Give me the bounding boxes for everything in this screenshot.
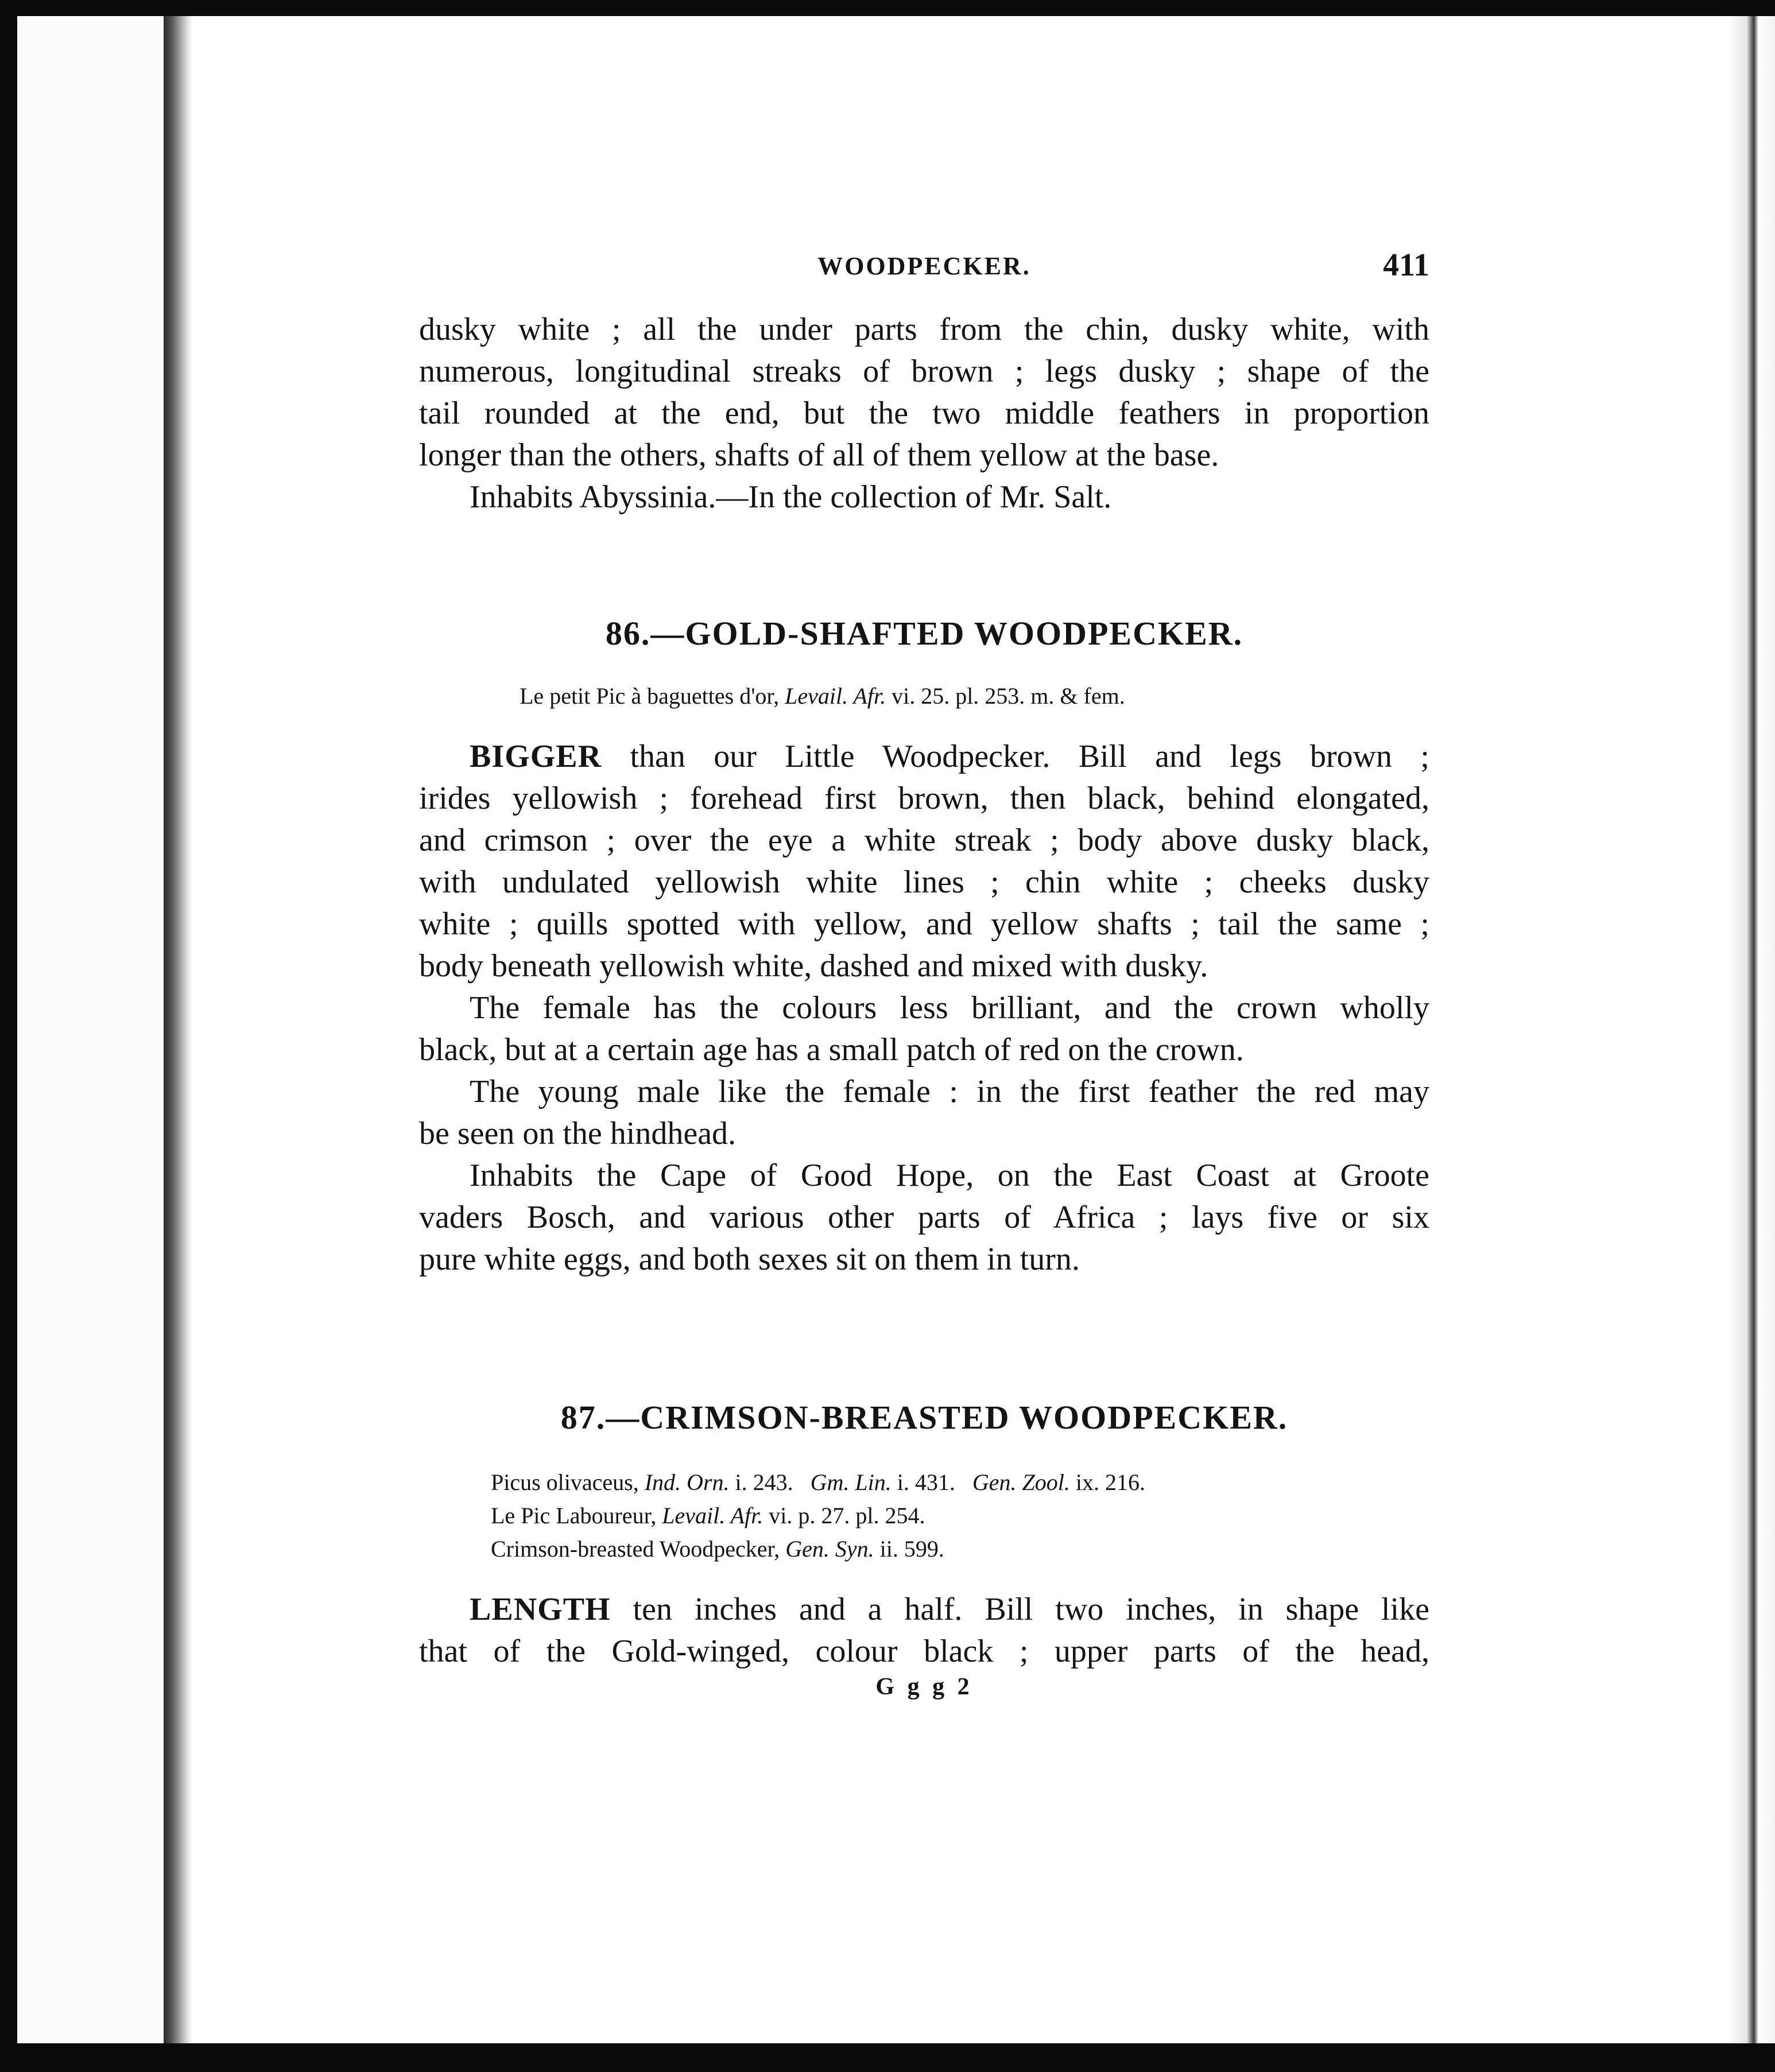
synonym-reference: Levail. Afr.: [662, 1503, 764, 1528]
text-line: [419, 1589, 1429, 1631]
scan-border-left: [0, 0, 17, 2072]
scan-border-bottom: [0, 2043, 1775, 2072]
signature-mark: G g g 2: [875, 1674, 973, 1700]
text-line-rest: than our Little Woodpecker. Bill and legs brown ;: [630, 739, 1429, 774]
habitat-line: Inhabits Abyssinia.—In the collection of Mr. Salt.: [470, 479, 1112, 515]
text-line: and crimson ; over the eye a white streak ; body above dusky black,: [419, 822, 1429, 858]
text-line: longer than the others, shafts of all of them yellow at the base.: [419, 437, 1219, 473]
synonym-text: Crimson-breasted Woodpecker,: [491, 1536, 780, 1562]
text-line: that of the Gold-winged, colour black ; upper parts of the head,: [419, 1633, 1429, 1669]
text-line: numerous, longitudinal streaks of brown ; legs dusky ; shape of the: [419, 354, 1429, 389]
text-line: The young male like the female : in the first feather the red may: [470, 1074, 1429, 1109]
synonym-line: [491, 1466, 1145, 1499]
synonym-reference-detail: vi. p. 27. pl. 254.: [769, 1503, 925, 1528]
text-line: pure white eggs, and both sexes sit on them in turn.: [419, 1241, 1080, 1277]
entry-86-description: [419, 736, 1429, 1281]
running-title: WOODPECKER.: [817, 252, 1031, 280]
synonym-reference: Levail. Afr.: [785, 683, 886, 709]
synonym-line: [491, 1532, 1145, 1566]
text-line: black, but at a certain age has a small patch of red on the crown.: [419, 1032, 1244, 1068]
synonym-reference: Gen. Syn.: [785, 1536, 874, 1562]
entry-86-synonym: [520, 680, 1125, 713]
entry-87-description: [419, 1589, 1429, 1673]
synonym-line: [491, 1499, 1145, 1532]
scan-border-top: [0, 0, 1775, 16]
text-line: white ; quills spotted with yellow, and yellow shafts ; tail the same ;: [419, 906, 1429, 942]
page-right-edge: [1728, 16, 1775, 2043]
text-line: [419, 736, 1429, 778]
entry-87-synonyms: [491, 1466, 1145, 1566]
text-line: tail rounded at the end, but the two middle feathers in proportion: [419, 395, 1429, 431]
synonym-reference-detail: ii. 599.: [879, 1536, 944, 1562]
book-gutter: [164, 16, 192, 2043]
synonym-reference-detail: vi. 25. pl. 253. m. & fem.: [892, 683, 1125, 709]
synonym-text: Le Pic Laboureur,: [491, 1503, 657, 1528]
text-line: vaders Bosch, and various other parts of Africa ; lays five or six: [419, 1200, 1429, 1235]
running-head: [419, 247, 1429, 286]
text-line: irides yellowish ; forehead first brown, then black, behind elongated,: [419, 781, 1429, 816]
synonym-reference-detail: ix. 216.: [1075, 1469, 1146, 1495]
text-line: The female has the colours less brilliant, and the crown wholly: [470, 990, 1429, 1026]
entry-87-heading: 87.—CRIMSON-BREASTED WOODPECKER.: [560, 1399, 1288, 1436]
description-lead-word: LENGTH: [470, 1592, 611, 1627]
synonym-reference-detail: i. 243.: [735, 1469, 793, 1495]
synonym-reference: Gm. Lin.: [810, 1469, 892, 1495]
facing-page-edge: [17, 16, 164, 2043]
text-line: with undulated yellowish white lines ; chin white ; cheeks dusky: [419, 864, 1429, 900]
synonym-reference-detail: i. 431.: [897, 1469, 955, 1495]
description-lead-word: BIGGER: [470, 739, 602, 774]
text-line: dusky white ; all the under parts from the chin, dusky white, with: [419, 312, 1429, 347]
text-line: body beneath yellowish white, dashed and mixed with dusky.: [419, 948, 1208, 984]
intro-paragraph: [419, 309, 1429, 518]
synonym-text: Le petit Pic à baguettes d'or,: [520, 683, 780, 709]
text-line: Inhabits the Cape of Good Hope, on the East Coast at Groote: [470, 1158, 1429, 1193]
synonym-reference: Gen. Zool.: [972, 1469, 1070, 1495]
entry-86-heading: 86.—GOLD-SHAFTED WOODPECKER.: [605, 615, 1243, 652]
text-line-rest: ten inches and a half. Bill two inches, in shape like: [633, 1592, 1430, 1627]
text-line: be seen on the hindhead.: [419, 1116, 737, 1151]
page-number: 411: [1383, 247, 1429, 283]
synonym-reference: Ind. Orn.: [644, 1469, 730, 1495]
synonym-text: Picus olivaceus,: [491, 1469, 639, 1495]
